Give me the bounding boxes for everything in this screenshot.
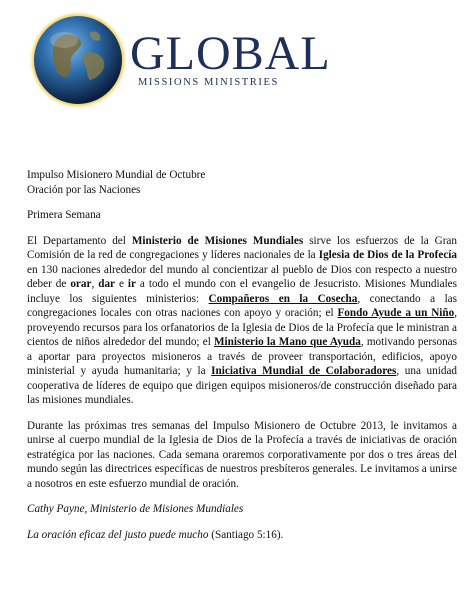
signature-text: Cathy Payne, Ministerio de Misiones Mundiales (27, 503, 244, 515)
text: , una unidad cooperativa de líderes de equipo que dirigen equipos misioneros/de construcción diseñado para las misiones mundiales. (27, 365, 457, 406)
ministry-link-fondo: Fondo Ayude a un Niño (337, 307, 455, 319)
text: , conectando a las congregaciones locales con otras naciones con apoyo y oración; el (27, 292, 457, 319)
text: en 130 naciones alrededor del mundo al concientizar al pueblo de Dios con respecto a nuestro deber de (27, 263, 457, 290)
paragraph-invitation: Durante las próximas tres semanas del Impulso Misionero de Octubre 2013, le invitamos a unirse al cuerpo mundial de la Iglesia de Dios de la Profecía a través de iniciativas de oración estratégica por las naciones. Cada semana oraremos corporativamente por dos o tres áreas del mundo según las directrices específicas de nuestros presbíteros generales. Le invitamos a unirse a nosotros en este esfuerzo mundial de oración. (27, 419, 457, 490)
ministry-name: Ministerio de Misiones Mundiales (131, 234, 304, 247)
church-name: Iglesia de Dios de la Profecía (318, 249, 457, 261)
keyword-dar: dar (98, 278, 115, 290)
ministry-link-iniciativa: Iniciativa Mundial de Colaboradores (211, 365, 397, 377)
header-logo (28, 10, 448, 110)
keyword-ir: ir (127, 278, 136, 290)
paragraph-ministry (27, 234, 457, 408)
logo-subtitle: MISSIONS MINISTRIES (138, 77, 279, 88)
text: El Departamento del (27, 234, 132, 247)
text: a todo el mundo con el evangelio de Jesucristo. Misiones Mundiales incluye los siguientes ministerios: (27, 278, 457, 305)
text: sirve los esfuerzos de la Gran Comisión de la red de congregaciones y líderes nacionales de la (27, 234, 457, 261)
text: , (91, 278, 99, 290)
text: , proveyendo recursos para los orfanatorios de la Iglesia de Dios de la Profecía que le ministran a cientos de niños alrededor del mundo; el (27, 307, 457, 348)
keyword-orar: orar (70, 278, 92, 290)
verse-text: La oración eficaz del justo puede mucho (27, 528, 209, 541)
heading-line-2: Oración por las Naciones (27, 183, 141, 196)
letter-body (27, 168, 457, 553)
heading-line-1: Impulso Misionero Mundial de Octubre (27, 169, 206, 181)
text: , motivando personas a aportar para proyectos misioneros a través de proveer transportación, edificios, apoyo ministerial y ayuda humanitaria; y la (27, 336, 458, 377)
verse-reference: (Santiago 5:16). (208, 528, 284, 541)
week-label: Primera Semana (27, 209, 101, 221)
bible-verse (27, 528, 457, 543)
ministry-link-companeros: Compañeros en la Cosecha (208, 292, 358, 305)
text: e (115, 278, 128, 290)
globe-icon (28, 10, 128, 110)
logo-wordmark: GLOBAL (130, 27, 331, 80)
ministry-link-mano: Ministerio la Mano que Ayuda (214, 336, 361, 348)
signature (27, 502, 457, 517)
